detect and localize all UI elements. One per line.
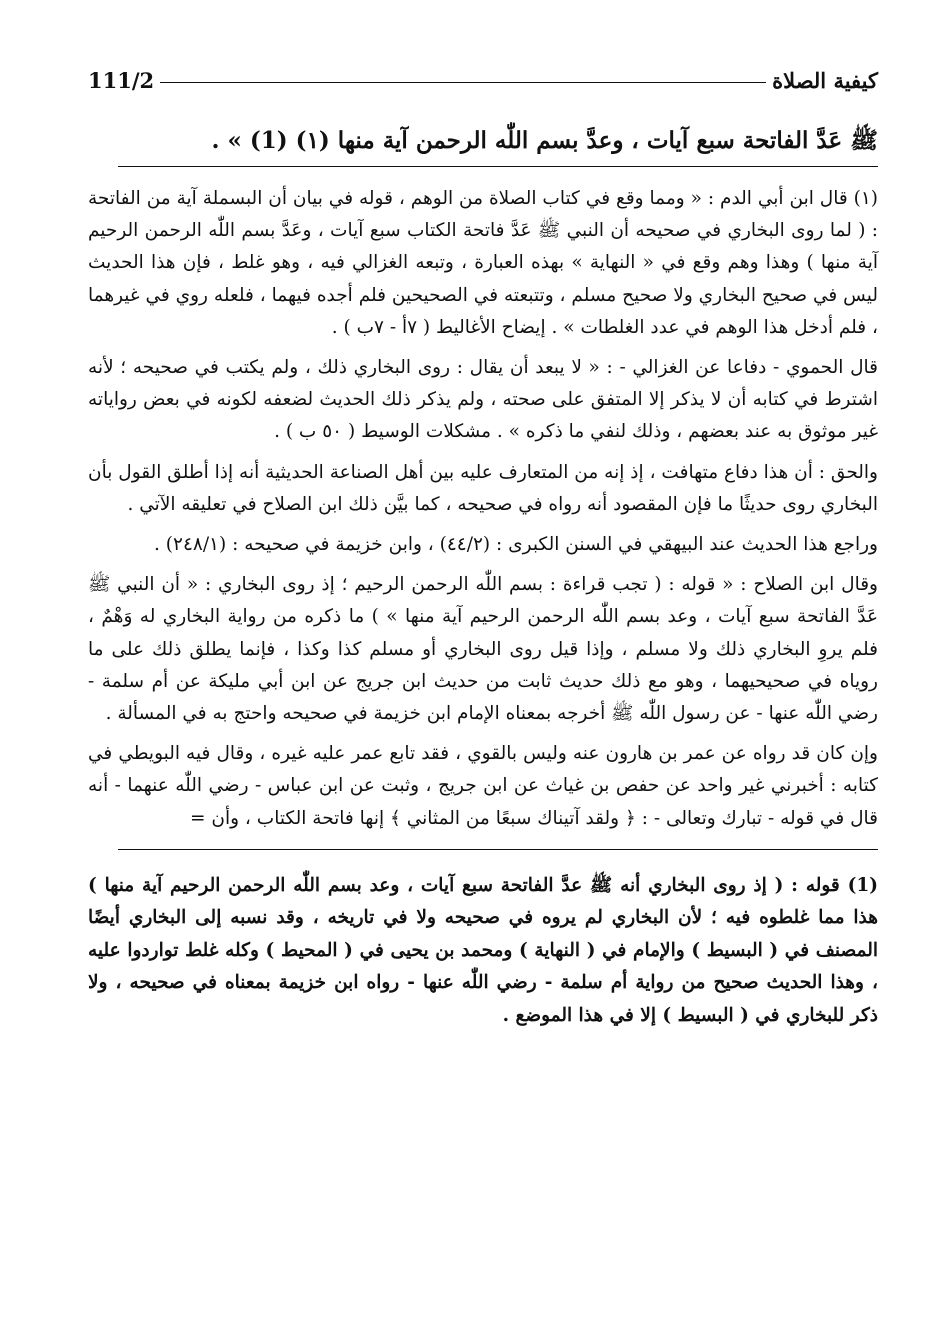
commentary-paragraph: (١) قال ابن أبي الدم : « ومما وقع في كتاب الصلاة من الوهم ، قوله في بيان أن البسملة آية من الفاتحة : ( لما روى البخاري في صحيحه أن النبي ﷺ عَدَّ فاتحة الكتاب سبع آيات ، وعَدَّ بسم اللّٰه الرحمن الرحيم آية منها ) وهذا وهم وقع في « النهاية » بهذه العبارة ، وتبعه الغزالي فيه ، وهو غلط ، فإن هذا الحديث ليس في صحيح البخاري ولا صحيح مسلم ، وتتبعته في الصحيحين فلم أجده فيهما ، فلعله روي في غيرهما ، فلم أدخل هذا الوهم في عدد الغلطات » . إيضاح الأغاليط ( ٧أ - ٧ب ) . xyxy=(88,188,878,338)
commentary-paragraph: والحق : أن هذا دفاع متهافت ، إذ إنه من المتعارف عليه بين أهل الصناعة الحديثية أنه إذا أطلق القول بأن البخاري روى حديثًا ما فإن المقصود أنه رواه في صحيحه ، كما بيَّن ذلك ابن الصلاح في تعليقه الآتي . xyxy=(88,461,878,515)
running-header xyxy=(88,60,878,100)
footnote-rule xyxy=(118,849,878,850)
header-rule xyxy=(160,82,766,83)
book-page xyxy=(88,60,878,1032)
commentary xyxy=(88,183,878,835)
chapter-title: كيفية الصلاة xyxy=(772,67,878,93)
footnote: (1) قوله : ( إذ روى البخاري أنه ﷺ عدَّ الفاتحة سبع آيات ، وعد بسم اللّٰه الرحمن الرحيم آية منها ) هذا مما غلطوه فيه ؛ لأن البخاري لم يروه في صحيحه ولا في تاريخه ، وقد نسبه إلى البخاري أيضًا المصنف في ( البسيط ) والإمام في ( النهاية ) ومحمد بن يحيى في ( المحيط ) وكله غلط تواردوا عليه ، وهذا الحديث صحيح من رواية أم سلمة - رضي اللّٰه عنها - رواه ابن خزيمة بمعناه في صحيحه ، ولا ذكر للبخاري في ( البسيط ) إلا في هذا الموضع . xyxy=(88,874,878,1026)
commentary-paragraph: قال الحموي - دفاعا عن الغزالي - : « لا يبعد أن يقال : روى البخاري ذلك ، ولم يكتب في صحيحه ؛ لأنه اشترط في كتابه أن لا يذكر إلا المتفق على صحته ، ولم يذكر ذلك الحديث لضعفه لكونه في بعض رواياته غير موثوق به عند بعضهم ، وذلك لنفي ما ذكره » . مشكلات الوسيط ( ٥٠ ب ) . xyxy=(88,357,878,443)
commentary-paragraph: وقال ابن الصلاح : « قوله : ( تجب قراءة : بسم اللّٰه الرحمن الرحيم ؛ إذ روى البخاري : « أن النبي ﷺ عَدَّ الفاتحة سبع آيات ، وعد بسم اللّٰه الرحمن الرحيم آية منها » ) ما ذكره من رواية البخاري له وَهْمٌ ، فلم يروِ البخاري ذلك ولا مسلم ، وإذا قيل روى البخاري أو مسلم كذا وكذا ، فإنما يطلق ذلك على ما روياه في صحيحيهما ، وهو مع ذلك حديث ثابت من حديث ابن جريج عن ابن أبي مليكة عن أم سلمة - رضي اللّٰه عنها - عن رسول اللّٰه ﷺ أخرجه بمعناه الإمام ابن خزيمة في صحيحه واحتج به في المسألة . xyxy=(88,574,878,725)
commentary-paragraph: وراجع هذا الحديث عند البيهقي في السنن الكبرى : (٤٤/٢) ، وابن خزيمة في صحيحه : (٢٤٨/١) . xyxy=(154,534,878,556)
main-text: ﷺ عَدَّ الفاتحة سبع آيات ، وعدَّ بسم اللّٰه الرحمن آية منها (١) (1) » . xyxy=(211,127,878,154)
page-number: 111/2 xyxy=(88,67,155,93)
main-text-rule xyxy=(118,166,878,167)
commentary-paragraph: وإن كان قد رواه عن عمر بن هارون عنه وليس بالقوي ، فقد تابع عمر عليه غيره ، وقال فيه البويطي في كتابه : أخبرني غير واحد عن حفص بن غياث عن ابن جريج ، وثبت عن ابن عباس - رضي اللّٰه عنهما - أنه قال في قوله - تبارك وتعالى - : ﴿ ولقد آتيناك سبعًا من المثاني ﴾ إنها فاتحة الكتاب ، وأن = xyxy=(88,743,878,829)
